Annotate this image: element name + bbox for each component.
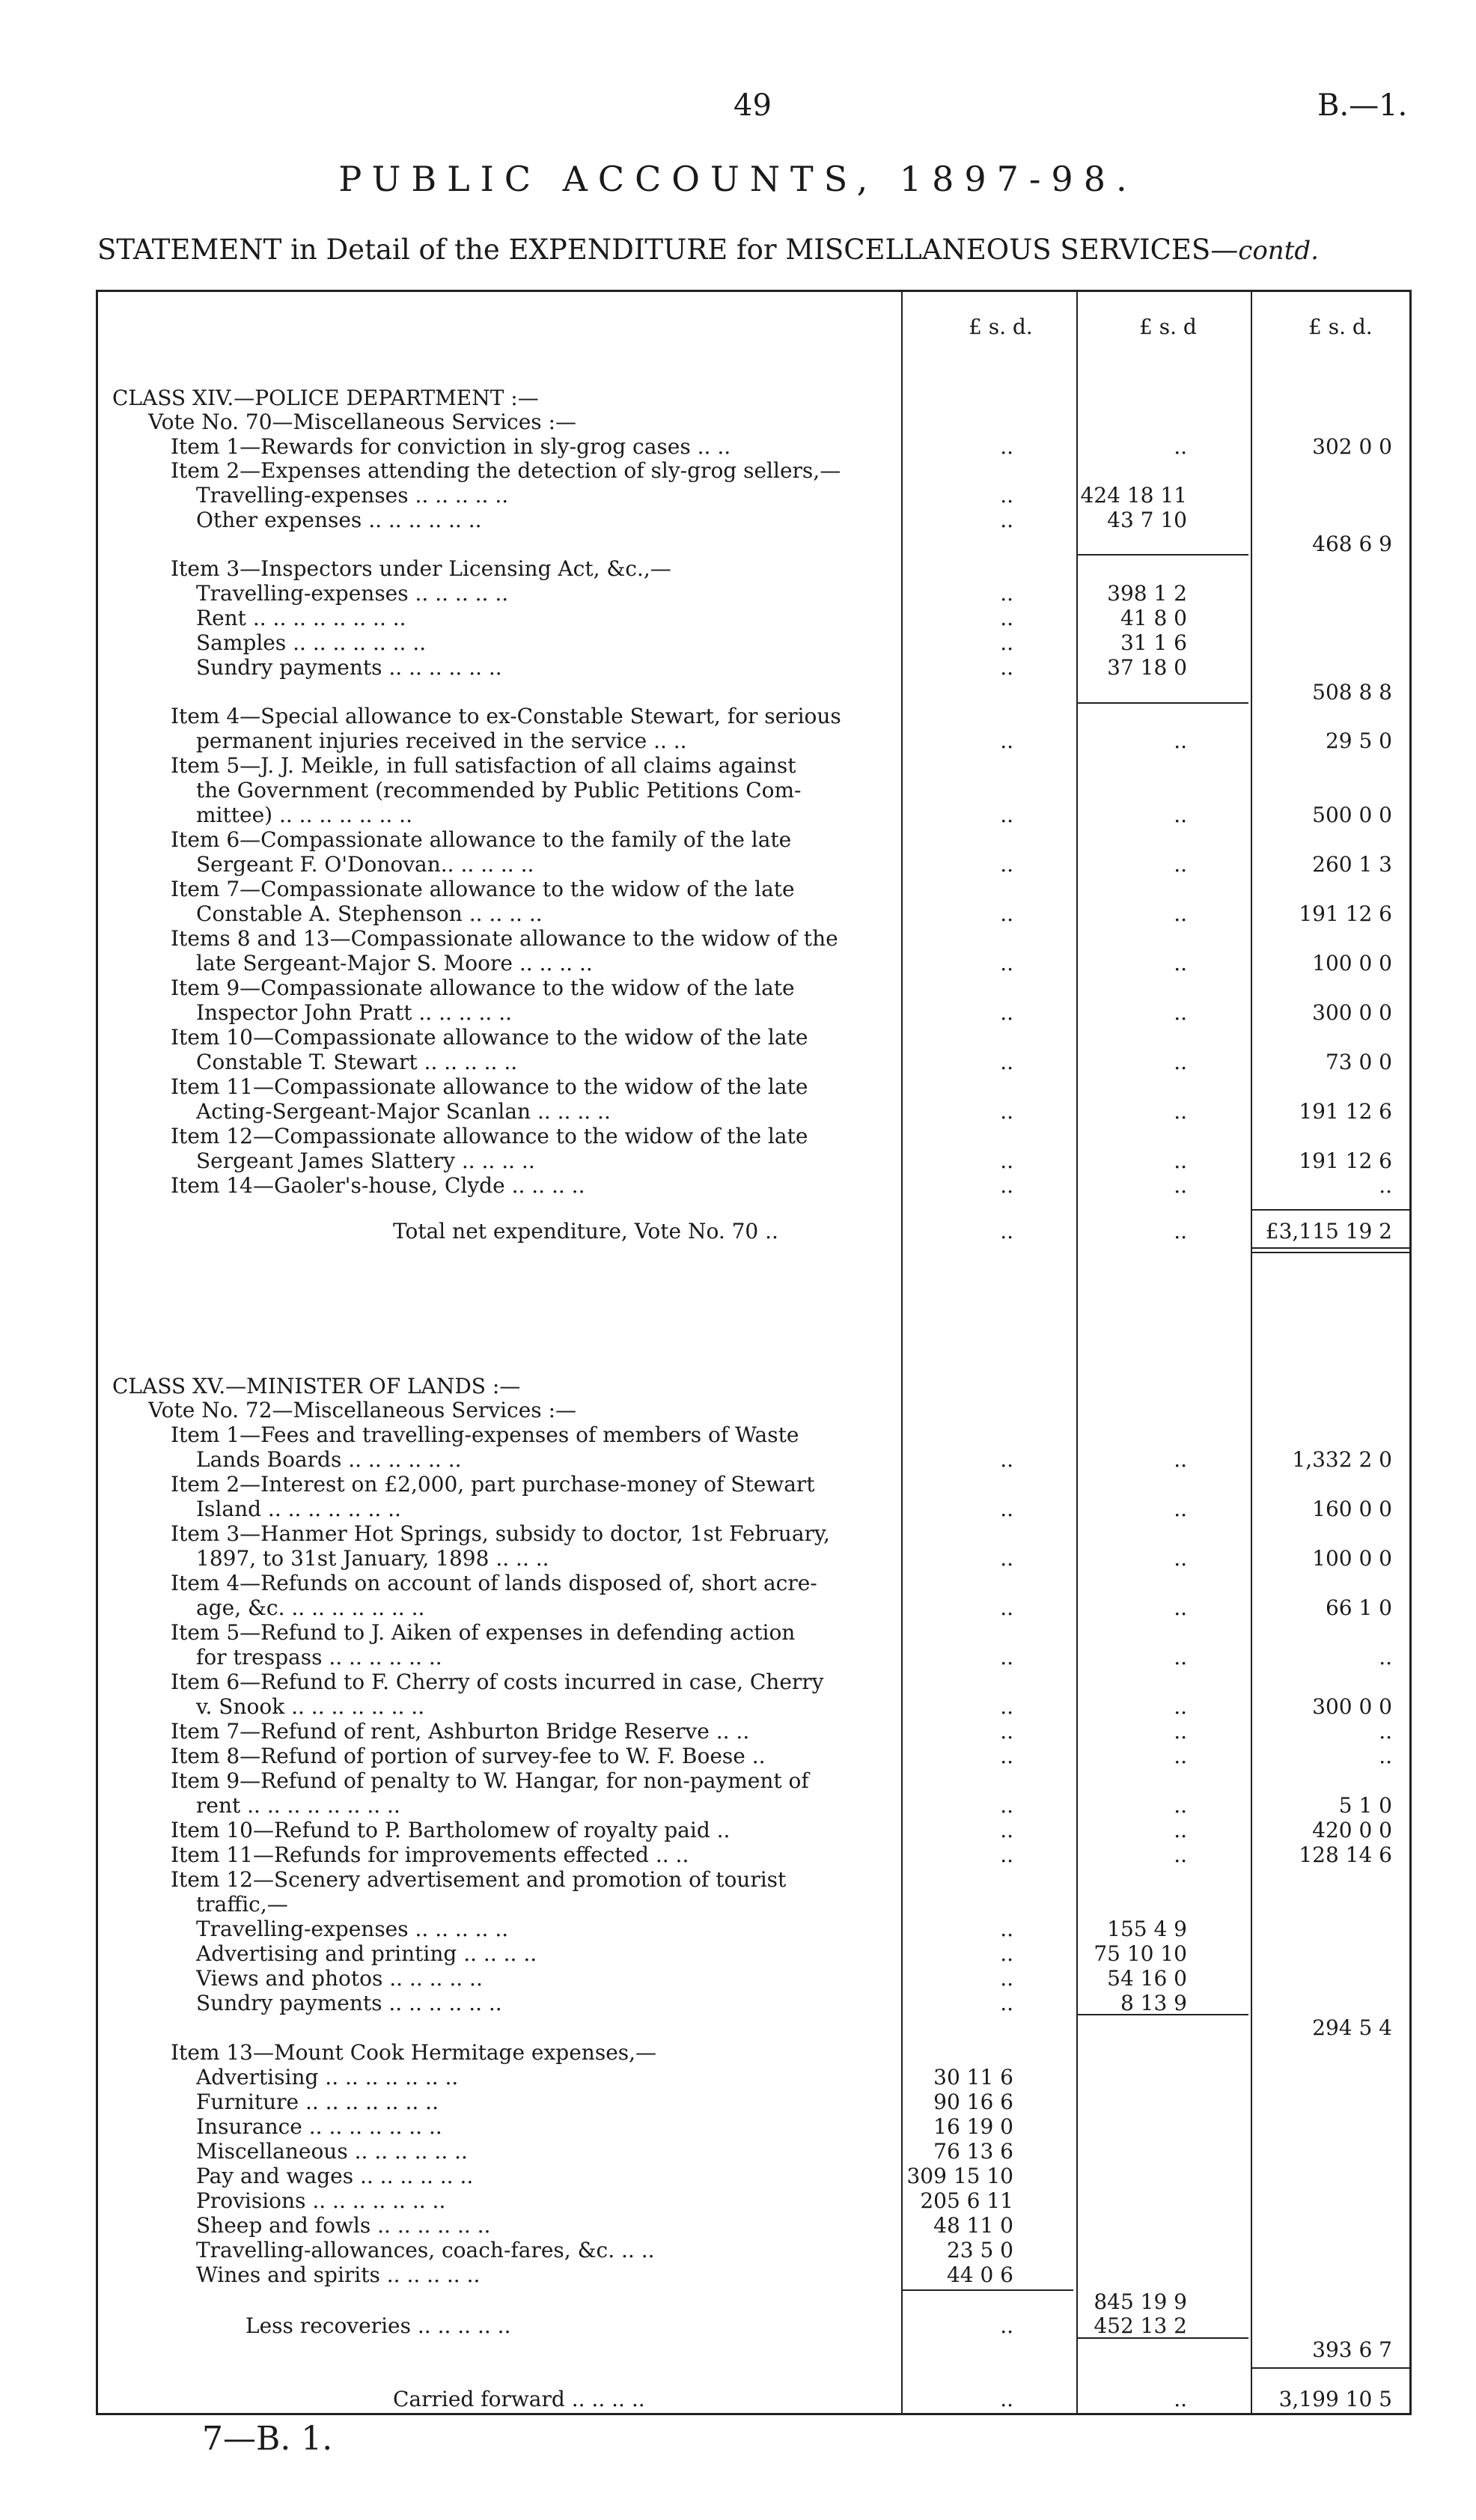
row-label: permanent injuries received in the service .. .. xyxy=(196,728,687,753)
table-row xyxy=(96,2040,1412,2066)
row-label: 1897, to 31st January, 1898 .. .. .. xyxy=(196,1546,549,1571)
row-label: Island .. .. .. .. .. .. .. xyxy=(196,1497,401,1521)
amount-c1: 44 0 6 xyxy=(946,2262,1013,2287)
row-label: Item 9—Refund of penalty to W. Hangar, for non-payment of xyxy=(171,1768,809,1793)
table-row xyxy=(96,655,1412,681)
row-label: Carried forward .. .. .. .. xyxy=(393,2387,645,2411)
amount-c1: .. xyxy=(1000,1645,1013,1670)
row-label: Item 3—Hanmer Hot Springs, subsidy to doctor, 1st February, xyxy=(171,1521,830,1546)
amount-c2: 41 8 0 xyxy=(1120,606,1187,630)
amount-c2: 845 19 9 xyxy=(1094,2289,1187,2314)
table-row xyxy=(96,606,1412,631)
table-row xyxy=(96,1219,1412,1244)
amount-c2: .. xyxy=(1174,728,1187,753)
amount-c2: .. xyxy=(1174,1744,1187,1768)
table-row xyxy=(96,2188,1412,2214)
row-label: Sergeant F. O'Donovan.. .. .. .. .. xyxy=(196,852,534,877)
amount-c3: 260 1 3 xyxy=(1312,852,1392,877)
row-label: Inspector John Pratt .. .. .. .. .. xyxy=(196,1000,513,1025)
row-label: Item 5—Refund to J. Aiken of expenses in defending action xyxy=(171,1620,796,1645)
row-label: for trespass .. .. .. .. .. .. xyxy=(196,1645,442,1670)
amount-c3: 191 12 6 xyxy=(1299,901,1392,926)
table-row xyxy=(96,2139,1412,2164)
row-label: Travelling-expenses .. .. .. .. .. xyxy=(196,1917,509,1941)
table-row xyxy=(96,1521,1412,1547)
amount-c3: 393 6 7 xyxy=(1312,2337,1392,2362)
table-row xyxy=(96,976,1412,1001)
amount-c1: 30 11 6 xyxy=(933,2065,1013,2090)
amount-c2: 155 4 9 xyxy=(1107,1917,1187,1941)
table-row xyxy=(96,2164,1412,2189)
row-label: Vote No. 70—Miscellaneous Services :— xyxy=(148,410,577,434)
footer-signature: 7—B. 1. xyxy=(202,2420,333,2458)
amount-c3: 468 6 9 xyxy=(1312,532,1392,556)
table-row xyxy=(96,728,1412,754)
row-label: Item 10—Refund to P. Bartholomew of royalty paid .. xyxy=(171,1818,731,1842)
amount-c3: £3,115 19 2 xyxy=(1265,1219,1392,1244)
amount-c2: 43 7 10 xyxy=(1107,508,1187,532)
amount-c2: 54 16 0 xyxy=(1107,1966,1187,1991)
table-row xyxy=(96,877,1412,902)
row-label: Insurance .. .. .. .. .. .. .. xyxy=(196,2114,442,2139)
row-label: Item 3—Inspectors under Licensing Act, &c.,— xyxy=(171,556,671,581)
table-row xyxy=(96,1447,1412,1473)
table-row xyxy=(96,1173,1412,1199)
amount-c3: 300 0 0 xyxy=(1312,1694,1392,1719)
row-label: Travelling-expenses .. .. .. .. .. xyxy=(196,483,509,508)
amount-c3: 508 8 8 xyxy=(1312,680,1392,704)
amount-c2: .. xyxy=(1174,1645,1187,1670)
amount-c3: 73 0 0 xyxy=(1325,1050,1392,1074)
table-row xyxy=(96,2289,1412,2315)
table-row xyxy=(96,1670,1412,1695)
table-row xyxy=(96,1645,1412,1670)
amount-c1: .. xyxy=(1000,1546,1013,1571)
table-row xyxy=(96,680,1412,705)
table-row xyxy=(96,410,1412,435)
table-row xyxy=(96,483,1412,508)
row-label: Item 6—Refund to F. Cherry of costs incurred in case, Cherry xyxy=(171,1670,824,1694)
amount-c2: .. xyxy=(1174,1148,1187,1173)
amount-c1: .. xyxy=(1000,1219,1013,1244)
table-row xyxy=(96,1472,1412,1497)
row-label: Total net expenditure, Vote No. 70 .. xyxy=(393,1219,778,1244)
table-row xyxy=(96,1050,1412,1075)
table-row xyxy=(96,1074,1412,1100)
table-row xyxy=(96,951,1412,976)
row-label: Item 10—Compassionate allowance to the widow of the late xyxy=(171,1025,808,1050)
table-row xyxy=(96,508,1412,533)
row-label: Other expenses .. .. .. .. .. .. xyxy=(196,508,482,532)
row-label: Pay and wages .. .. .. .. .. .. xyxy=(196,2164,474,2188)
column-header-2: £ s. d xyxy=(1139,314,1197,339)
table-row xyxy=(96,2065,1412,2090)
row-label: Item 2—Expenses attending the detection of sly-grog sellers,— xyxy=(171,458,841,483)
amount-c2: .. xyxy=(1174,1050,1187,1074)
table-row xyxy=(96,2213,1412,2239)
amount-c3: 29 5 0 xyxy=(1325,728,1392,753)
row-label: Item 4—Refunds on account of lands disposed of, short acre- xyxy=(171,1571,817,1595)
row-label: Constable T. Stewart .. .. .. .. .. xyxy=(196,1050,518,1074)
amount-c1: .. xyxy=(1000,1173,1013,1198)
amount-c2: .. xyxy=(1174,1719,1187,1744)
row-label: v. Snook .. .. .. .. .. .. .. xyxy=(196,1694,425,1719)
table-row xyxy=(96,1620,1412,1646)
page-title: PUBLIC ACCOUNTS, 1897-98. xyxy=(338,159,1138,199)
row-label: Item 5—J. J. Meikle, in full satisfaction of all claims against xyxy=(171,753,796,778)
amount-c3: 191 12 6 xyxy=(1299,1148,1392,1173)
table-row xyxy=(96,2015,1412,2041)
table-row xyxy=(96,1966,1412,1991)
table-row xyxy=(96,1374,1412,1399)
table-row xyxy=(96,1000,1412,1026)
amount-c1: .. xyxy=(1000,1991,1013,2015)
subtotal-rule xyxy=(1252,2367,1409,2369)
amount-c1: 205 6 11 xyxy=(920,2188,1013,2213)
row-label: Item 7—Refund of rent, Ashburton Bridge Reserve .. .. xyxy=(171,1719,750,1744)
amount-c1: .. xyxy=(1000,1099,1013,1124)
amount-c2: .. xyxy=(1174,1219,1187,1244)
total-double-rule xyxy=(1252,1252,1409,1253)
amount-c1: .. xyxy=(1000,483,1013,508)
amount-c2: .. xyxy=(1174,1173,1187,1198)
table-row xyxy=(96,2387,1412,2412)
table-row xyxy=(96,2337,1412,2363)
table-row xyxy=(96,532,1412,557)
row-label: Item 6—Compassionate allowance to the family of the late xyxy=(171,827,792,852)
amount-c2: 452 13 2 xyxy=(1094,2313,1187,2338)
row-label: rent .. .. .. .. .. .. .. .. xyxy=(196,1793,400,1818)
amount-c1: .. xyxy=(1000,1694,1013,1719)
amount-c3: .. xyxy=(1379,1173,1392,1198)
row-label: Item 12—Scenery advertisement and promotion of tourist xyxy=(171,1867,787,1892)
amount-c1: .. xyxy=(1000,1148,1013,1173)
row-label: Advertising .. .. .. .. .. .. .. xyxy=(196,2065,459,2090)
amount-c2: .. xyxy=(1174,1000,1187,1025)
row-label: Item 11—Refunds for improvements effected .. .. xyxy=(171,1842,689,1867)
amount-c3: 1,332 2 0 xyxy=(1292,1447,1392,1472)
row-label: Item 4—Special allowance to ex-Constable Stewart, for serious xyxy=(171,704,841,728)
row-label: Views and photos .. .. .. .. .. xyxy=(196,1966,483,1991)
table-row xyxy=(96,1744,1412,1769)
row-label: Sheep and fowls .. .. .. .. .. .. xyxy=(196,2213,491,2238)
amount-c2: 37 18 0 xyxy=(1107,655,1187,680)
table-row xyxy=(96,1991,1412,2016)
row-label: Travelling-allowances, coach-fares, &c. .. .. xyxy=(196,2238,655,2262)
amount-c2: .. xyxy=(1174,1842,1187,1867)
table-row xyxy=(96,1892,1412,1917)
amount-c2: 8 13 9 xyxy=(1120,1991,1187,2015)
amount-c1: .. xyxy=(1000,1595,1013,1620)
total-rule xyxy=(1252,1209,1409,1211)
amount-c2: .. xyxy=(1174,901,1187,926)
table-row xyxy=(96,1124,1412,1149)
amount-c3: .. xyxy=(1379,1744,1392,1768)
row-label: Less recoveries .. .. .. .. .. xyxy=(246,2313,511,2338)
table-row xyxy=(96,1867,1412,1893)
table-row xyxy=(96,1595,1412,1621)
table-row xyxy=(96,1099,1412,1124)
amount-c3: 5 1 0 xyxy=(1338,1793,1392,1818)
row-label: Acting-Sergeant-Major Scanlan .. .. .. .. xyxy=(196,1099,611,1124)
table-row xyxy=(96,1422,1412,1448)
amount-c2: 398 1 2 xyxy=(1107,581,1187,606)
amount-c1: .. xyxy=(1000,581,1013,606)
row-label: Vote No. 72—Miscellaneous Services :— xyxy=(148,1398,577,1422)
amount-c1: 16 19 0 xyxy=(933,2114,1013,2139)
table-row xyxy=(96,1768,1412,1794)
amount-c1: .. xyxy=(1000,1818,1013,1842)
table-row xyxy=(96,1571,1412,1596)
row-label: age, &c. .. .. .. .. .. .. .. xyxy=(196,1595,425,1620)
amount-c1: .. xyxy=(1000,1050,1013,1074)
amount-c2: .. xyxy=(1174,1694,1187,1719)
table-row xyxy=(96,458,1412,484)
amount-c1: 48 11 0 xyxy=(933,2213,1013,2238)
row-label: CLASS XV.—MINISTER OF LANDS :— xyxy=(112,1374,521,1399)
amount-c3: 302 0 0 xyxy=(1312,434,1392,459)
amount-c2: .. xyxy=(1174,2387,1187,2411)
amount-c1: .. xyxy=(1000,1842,1013,1867)
amount-c2: 31 1 6 xyxy=(1120,630,1187,655)
column-header-3: £ s. d. xyxy=(1308,314,1373,339)
amount-c2: 424 18 11 xyxy=(1080,483,1187,508)
amount-c3: 66 1 0 xyxy=(1325,1595,1392,1620)
amount-c3: 300 0 0 xyxy=(1312,1000,1392,1025)
table-row xyxy=(96,1719,1412,1744)
subtitle-main: STATEMENT in Detail of the EXPENDITURE for MISCELLANEOUS SERVICES— xyxy=(97,234,1239,266)
row-label: Miscellaneous .. .. .. .. .. .. xyxy=(196,2139,468,2164)
table-row xyxy=(96,2090,1412,2115)
table-row xyxy=(96,1941,1412,1967)
document-code: B.—1. xyxy=(1317,88,1408,123)
page-number: 49 xyxy=(734,88,772,123)
amount-c1: .. xyxy=(1000,1719,1013,1744)
table-row xyxy=(96,704,1412,729)
amount-c1: .. xyxy=(1000,1966,1013,1991)
row-label: Item 2—Interest on £2,000, part purchase-money of Stewart xyxy=(171,1472,815,1497)
table-row xyxy=(96,1694,1412,1720)
table-row xyxy=(96,1025,1412,1050)
amount-c1: .. xyxy=(1000,1000,1013,1025)
table-row xyxy=(96,827,1412,853)
amount-c1: .. xyxy=(1000,1793,1013,1818)
amount-c1: .. xyxy=(1000,1497,1013,1521)
amount-c3: 100 0 0 xyxy=(1312,1546,1392,1571)
amount-c1: .. xyxy=(1000,1941,1013,1966)
row-label: Advertising and printing .. .. .. .. xyxy=(196,1941,537,1966)
table-row xyxy=(96,1842,1412,1868)
amount-c2: .. xyxy=(1174,1793,1187,1818)
subtitle-contd: contd. xyxy=(1238,236,1319,266)
row-label: Item 13—Mount Cook Hermitage expenses,— xyxy=(171,2040,657,2065)
amount-c1: .. xyxy=(1000,2387,1013,2411)
amount-c1: .. xyxy=(1000,1917,1013,1941)
table-row xyxy=(96,1398,1412,1423)
row-label: Item 8—Refund of portion of survey-fee to W. F. Boese .. xyxy=(171,1744,766,1768)
table-row xyxy=(96,803,1412,828)
row-label: Travelling-expenses .. .. .. .. .. xyxy=(196,581,509,606)
row-label: CLASS XIV.—POLICE DEPARTMENT :— xyxy=(112,386,539,410)
amount-c3: 100 0 0 xyxy=(1312,951,1392,976)
row-label: Item 1—Rewards for conviction in sly-grog cases .. .. xyxy=(171,434,731,459)
table-row xyxy=(96,926,1412,952)
amount-c1: .. xyxy=(1000,803,1013,827)
table-row xyxy=(96,1818,1412,1843)
amount-c3: 191 12 6 xyxy=(1299,1099,1392,1124)
amount-c1: 309 15 10 xyxy=(906,2164,1013,2188)
table-row xyxy=(96,2262,1412,2288)
amount-c1: .. xyxy=(1000,951,1013,976)
table-row xyxy=(96,386,1412,411)
amount-c3: 500 0 0 xyxy=(1312,803,1392,827)
amount-c3: 160 0 0 xyxy=(1312,1497,1392,1521)
amount-c2: .. xyxy=(1174,1546,1187,1571)
amount-c2: .. xyxy=(1174,434,1187,459)
amount-c2: .. xyxy=(1174,1818,1187,1842)
table-row xyxy=(96,778,1412,803)
table-row xyxy=(96,2313,1412,2339)
row-label: Sergeant James Slattery .. .. .. .. xyxy=(196,1148,535,1173)
amount-c1: .. xyxy=(1000,2313,1013,2338)
row-label: Items 8 and 13—Compassionate allowance to the widow of the xyxy=(171,926,838,951)
row-label: Constable A. Stephenson .. .. .. .. xyxy=(196,901,543,926)
table-row xyxy=(96,1917,1412,1942)
amount-c2: .. xyxy=(1174,1595,1187,1620)
amount-c1: .. xyxy=(1000,508,1013,532)
row-label: late Sergeant-Major S. Moore .. .. .. .. xyxy=(196,951,593,976)
row-label: Item 12—Compassionate allowance to the widow of the late xyxy=(171,1124,808,1148)
amount-c1: .. xyxy=(1000,901,1013,926)
table-row xyxy=(96,434,1412,460)
amount-c3: 3,199 10 5 xyxy=(1278,2387,1392,2411)
amount-c2: .. xyxy=(1174,1447,1187,1472)
amount-c2: 75 10 10 xyxy=(1094,1941,1187,1966)
amount-c2: .. xyxy=(1174,852,1187,877)
amount-c1: .. xyxy=(1000,1447,1013,1472)
row-label: Furniture .. .. .. .. .. .. .. xyxy=(196,2090,439,2114)
row-label: Lands Boards .. .. .. .. .. .. xyxy=(196,1447,462,1472)
amount-c1: .. xyxy=(1000,728,1013,753)
row-label: Sundry payments .. .. .. .. .. .. xyxy=(196,1991,502,2015)
amount-c3: 420 0 0 xyxy=(1312,1818,1392,1842)
row-label: Item 11—Compassionate allowance to the widow of the late xyxy=(171,1074,808,1099)
row-label: Sundry payments .. .. .. .. .. .. xyxy=(196,655,502,680)
amount-c3: .. xyxy=(1379,1719,1392,1744)
row-label: Provisions .. .. .. .. .. .. .. xyxy=(196,2188,446,2213)
column-header-1: £ s. d. xyxy=(969,314,1033,339)
table-row xyxy=(96,901,1412,927)
table-row xyxy=(96,1497,1412,1522)
amount-c2: .. xyxy=(1174,1099,1187,1124)
amount-c1: .. xyxy=(1000,434,1013,459)
row-label: traffic,— xyxy=(196,1892,288,1917)
table-row xyxy=(96,852,1412,877)
row-label: mittee) .. .. .. .. .. .. .. xyxy=(196,803,412,827)
amount-c2: .. xyxy=(1174,803,1187,827)
table-row xyxy=(96,581,1412,606)
table-row xyxy=(96,556,1412,582)
amount-c1: 76 13 6 xyxy=(933,2139,1013,2164)
amount-c1: .. xyxy=(1000,606,1013,630)
amount-c3: .. xyxy=(1379,1645,1392,1670)
table-row xyxy=(96,753,1412,779)
amount-c1: .. xyxy=(1000,1744,1013,1768)
amount-c2: .. xyxy=(1174,951,1187,976)
amount-c2: .. xyxy=(1174,1497,1187,1521)
table-row xyxy=(96,1546,1412,1571)
amount-c1: .. xyxy=(1000,655,1013,680)
row-label: Item 1—Fees and travelling-expenses of members of Waste xyxy=(171,1422,799,1447)
amount-c3: 294 5 4 xyxy=(1312,2015,1392,2040)
amount-c3: 128 14 6 xyxy=(1299,1842,1392,1867)
total-double-rule xyxy=(1252,1247,1409,1249)
table-row xyxy=(96,2114,1412,2140)
table-row xyxy=(96,630,1412,656)
table-row xyxy=(96,1148,1412,1174)
row-label: Samples .. .. .. .. .. .. .. xyxy=(196,630,427,655)
amount-c1: 90 16 6 xyxy=(933,2090,1013,2114)
table-row xyxy=(96,2238,1412,2263)
row-label: the Government (recommended by Public Petitions Com- xyxy=(196,778,802,803)
row-label: Wines and spirits .. .. .. .. .. xyxy=(196,2262,481,2287)
row-label: Item 7—Compassionate allowance to the widow of the late xyxy=(171,877,795,901)
row-label: Item 14—Gaoler's-house, Clyde .. .. .. .. xyxy=(171,1173,585,1198)
amount-c1: .. xyxy=(1000,852,1013,877)
amount-c1: .. xyxy=(1000,630,1013,655)
row-label: Rent .. .. .. .. .. .. .. .. xyxy=(196,606,406,630)
amount-c1: 23 5 0 xyxy=(946,2238,1013,2262)
table-row xyxy=(96,1793,1412,1819)
statement-subtitle xyxy=(97,234,1319,266)
row-label: Item 9—Compassionate allowance to the widow of the late xyxy=(171,976,795,1000)
